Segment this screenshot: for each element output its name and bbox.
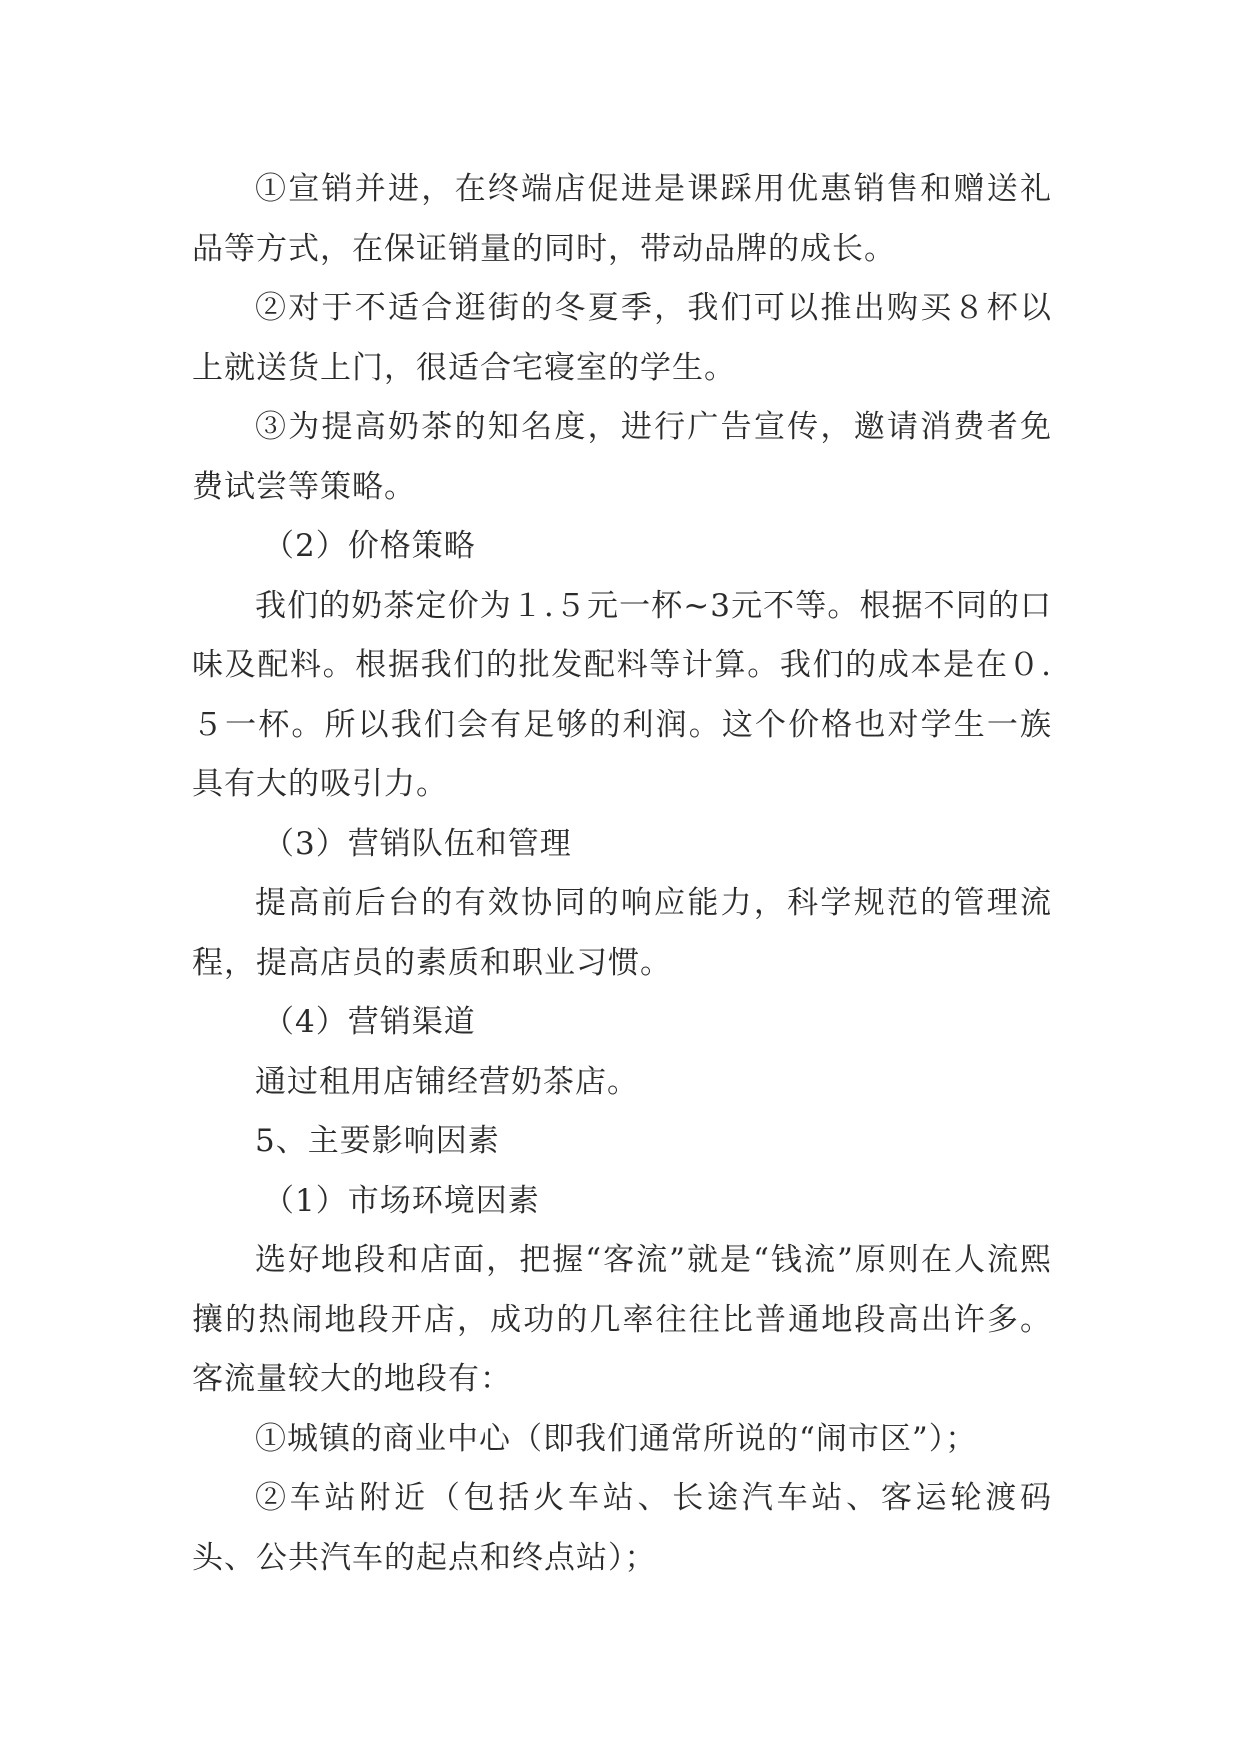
- paragraph-promotion-3: ③为提高奶茶的知名度，进行广告宣传，邀请消费者免费试尝等策略。: [192, 409, 1052, 505]
- paragraph-location-1: ①城镇的商业中心（即我们通常所说的“闹市区”）；: [255, 1420, 978, 1457]
- paragraph-team-management: 提高前后台的有效协同的响应能力，科学规范的管理流程，提高店员的素质和职业习惯。: [192, 885, 1052, 981]
- paragraph-promotion-1: ①宣销并进，在终端店促进是课踩用优惠销售和赠送礼品等方式，在保证销量的同时，带动品牌的成长。: [192, 171, 1052, 267]
- heading-marketing-team: （3）营销队伍和管理: [263, 825, 572, 862]
- heading-price-strategy: （2）价格策略: [263, 528, 476, 564]
- document-body: [192, 160, 1052, 1588]
- paragraph-channel: 通过租用店铺经营奶茶店。: [255, 1063, 639, 1100]
- paragraph-pricing: 我们的奶茶定价为１.５元一杯~3元不等。根据不同的口味及配料。根据我们的批发配料等计算。我们的成本是在０.５一杯。所以我们会有足够的利润。这个价格也对学生一族具有大的吸引力。: [192, 587, 1052, 802]
- heading-marketing-channel: （4）营销渠道: [263, 1004, 476, 1040]
- paragraph-promotion-2: ②对于不适合逛街的冬夏季，我们可以推出购买８杯以上就送货上门，很适合宅寝室的学生。: [192, 290, 1052, 386]
- paragraph-location: 选好地段和店面，把握“客流”就是“钱流”原则在人流熙攘的热闹地段开店，成功的几率往往比普通地段高出许多。客流量较大的地段有：: [192, 1242, 1052, 1397]
- paragraph-location-2: ②车站附近（包括火车站、长途汽车站、客运轮渡码头、公共汽车的起点和终点站）；: [192, 1480, 1052, 1576]
- heading-market-environment: （1）市场环境因素: [263, 1182, 540, 1219]
- section-heading-factors: 5、主要影响因素: [255, 1123, 500, 1159]
